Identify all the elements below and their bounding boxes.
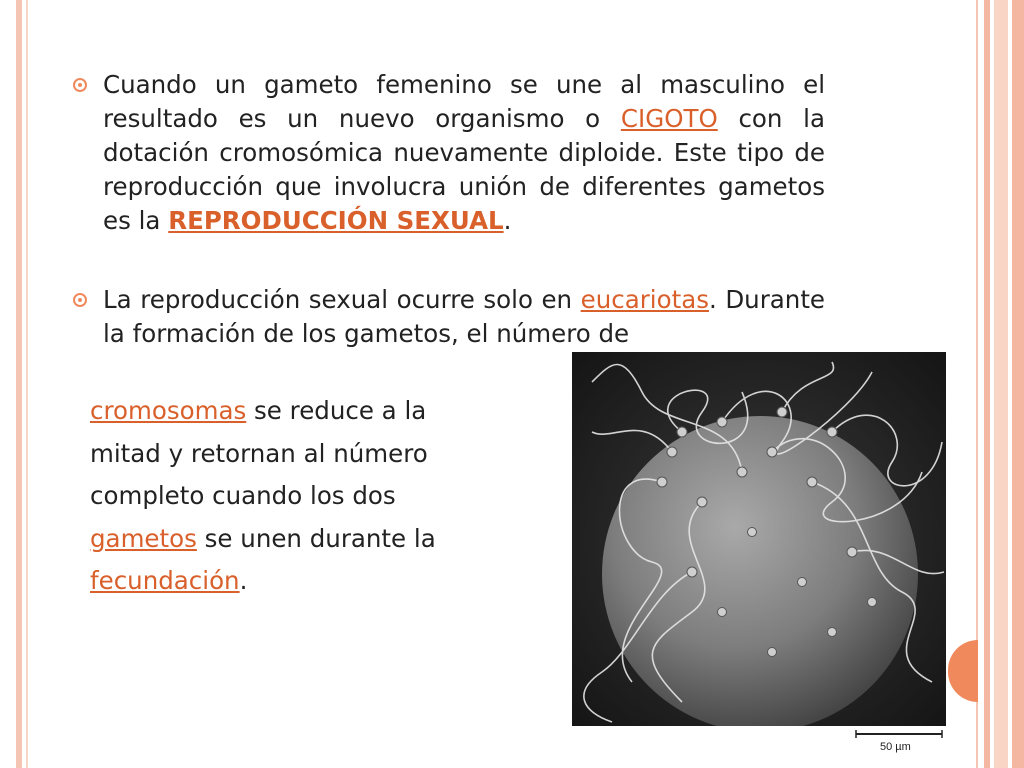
paragraph-text: se reduce a la (246, 396, 427, 425)
scale-label: 50 µm (880, 741, 911, 753)
continuation-line-5 (90, 560, 436, 603)
bullet-icon (73, 293, 87, 307)
right-border-band (994, 0, 1008, 768)
paragraph-text: . (239, 566, 248, 595)
left-border-stripe (16, 0, 22, 768)
link-eucariotas[interactable]: eucariotas (580, 285, 709, 314)
continuation-line-4 (90, 518, 436, 561)
bullet-paragraph-2 (103, 283, 825, 351)
paragraph-text: . Durante la formación de los gametos, el número de (103, 285, 826, 348)
right-border-edge (1012, 0, 1024, 768)
link-cigoto[interactable]: CIGOTO (620, 104, 718, 133)
continuation-line-2: mitad y retornan al número (90, 438, 428, 468)
scale-bar (852, 728, 946, 754)
continuation-line-1 (90, 390, 436, 433)
paragraph-text: con la dotación cromosómica nuevamente diploide. Este tipo de reproducción que involucra unión de diferentes gametos es la (103, 104, 825, 235)
sperm-egg-micrograph (572, 352, 946, 726)
continuation-text (90, 390, 436, 603)
paragraph-text: Cuando un gameto femenino se une al masculino el resultado es un nuevo organismo o (103, 70, 825, 133)
paragraph-text: se unen durante la (196, 523, 436, 553)
continuation-line-3: completo cuando los dos (90, 481, 396, 510)
link-cromosomas[interactable]: cromosomas (90, 396, 247, 425)
slide-tab-marker (948, 640, 978, 702)
bullet-paragraph-1 (103, 68, 825, 238)
link-gametos[interactable]: gametos (90, 523, 197, 553)
right-border-stripe (984, 0, 990, 768)
link-fecundacion[interactable]: fecundación (90, 566, 240, 595)
egg-cell (602, 416, 918, 726)
paragraph-text: . (503, 206, 512, 235)
paragraph-text: La reproducción sexual ocurre solo en (103, 285, 581, 314)
bullet-icon (73, 78, 87, 92)
left-border-line (26, 0, 28, 768)
link-reproduccion-sexual[interactable]: REPRODUCCIÓN SEXUAL (168, 206, 504, 235)
